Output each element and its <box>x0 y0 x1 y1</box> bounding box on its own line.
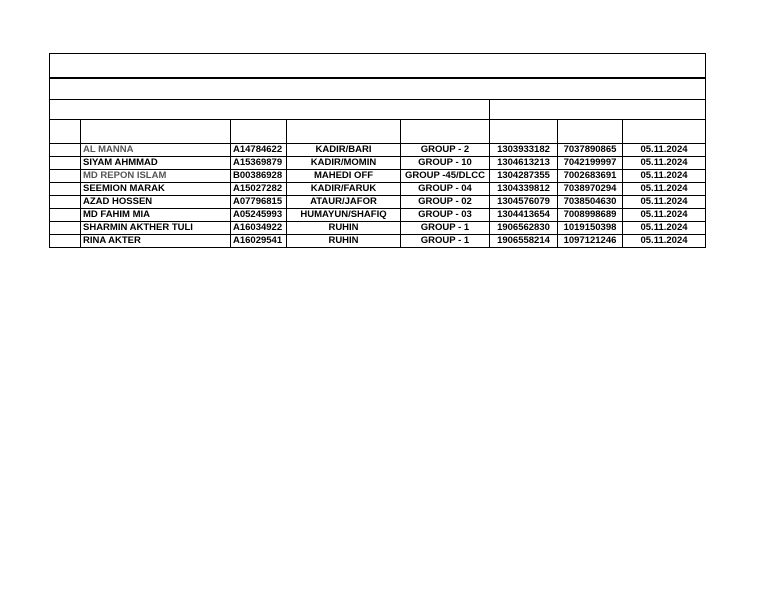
cell-group[interactable]: GROUP -45/DLCC <box>401 170 490 183</box>
table-row <box>50 222 706 235</box>
cell-num2[interactable]: 1019150398 <box>558 222 623 235</box>
cell-date[interactable]: 05.11.2024 <box>623 209 706 222</box>
cell-name[interactable]: MD REPON ISLAM <box>81 170 231 183</box>
column-header-index[interactable] <box>50 120 81 144</box>
header-cell-subtitle[interactable] <box>50 78 706 100</box>
cell-parents[interactable]: RUHIN <box>287 235 401 248</box>
cell-num1[interactable]: 1304613213 <box>490 157 558 170</box>
cell-num2[interactable]: 7038970294 <box>558 183 623 196</box>
cell-parents[interactable]: ATAUR/JAFOR <box>287 196 401 209</box>
cell-num1[interactable]: 1906562830 <box>490 222 558 235</box>
cell-passport[interactable]: B00386928 <box>231 170 287 183</box>
cell-date[interactable]: 05.11.2024 <box>623 144 706 157</box>
cell-index[interactable] <box>50 222 81 235</box>
cell-num1[interactable]: 1303933182 <box>490 144 558 157</box>
column-header-row <box>50 120 706 144</box>
cell-passport[interactable]: A14784622 <box>231 144 287 157</box>
cell-group[interactable]: GROUP - 03 <box>401 209 490 222</box>
cell-date[interactable]: 05.11.2024 <box>623 157 706 170</box>
cell-group[interactable]: GROUP - 1 <box>401 235 490 248</box>
header-row-3 <box>50 100 706 120</box>
column-header-parents[interactable] <box>287 120 401 144</box>
cell-parents[interactable]: KADIR/BARI <box>287 144 401 157</box>
cell-index[interactable] <box>50 157 81 170</box>
cell-num2[interactable]: 7002683691 <box>558 170 623 183</box>
cell-index[interactable] <box>50 144 81 157</box>
cell-parents[interactable]: HUMAYUN/SHAFIQ <box>287 209 401 222</box>
cell-index[interactable] <box>50 183 81 196</box>
header-cell-title[interactable] <box>50 54 706 79</box>
cell-passport[interactable]: A15027282 <box>231 183 287 196</box>
cell-num2[interactable]: 7038504630 <box>558 196 623 209</box>
cell-num1[interactable]: 1906558214 <box>490 235 558 248</box>
table-row <box>50 170 706 183</box>
cell-num2[interactable]: 7037890865 <box>558 144 623 157</box>
table-row <box>50 209 706 222</box>
cell-name[interactable]: MD FAHIM MIA <box>81 209 231 222</box>
cell-passport[interactable]: A15369879 <box>231 157 287 170</box>
cell-group[interactable]: GROUP - 1 <box>401 222 490 235</box>
cell-group[interactable]: GROUP - 10 <box>401 157 490 170</box>
cell-index[interactable] <box>50 209 81 222</box>
cell-index[interactable] <box>50 170 81 183</box>
column-header-passport[interactable] <box>231 120 287 144</box>
table-row <box>50 144 706 157</box>
column-header-group[interactable] <box>401 120 490 144</box>
cell-num1[interactable]: 1304287355 <box>490 170 558 183</box>
cell-num2[interactable]: 1097121246 <box>558 235 623 248</box>
cell-date[interactable]: 05.11.2024 <box>623 222 706 235</box>
cell-num2[interactable]: 7008998689 <box>558 209 623 222</box>
cell-group[interactable]: GROUP - 02 <box>401 196 490 209</box>
cell-num1[interactable]: 1304339812 <box>490 183 558 196</box>
cell-num2[interactable]: 7042199997 <box>558 157 623 170</box>
table-row <box>50 235 706 248</box>
table-row <box>50 196 706 209</box>
column-header-name[interactable] <box>81 120 231 144</box>
cell-passport[interactable]: A16034922 <box>231 222 287 235</box>
cell-date[interactable]: 05.11.2024 <box>623 196 706 209</box>
cell-date[interactable]: 05.11.2024 <box>623 170 706 183</box>
cell-index[interactable] <box>50 235 81 248</box>
cell-passport[interactable]: A05245993 <box>231 209 287 222</box>
table-row <box>50 183 706 196</box>
cell-parents[interactable]: KADIR/MOMIN <box>287 157 401 170</box>
cell-passport[interactable]: A16029541 <box>231 235 287 248</box>
header-cell-left[interactable] <box>50 100 490 120</box>
cell-num1[interactable]: 1304413654 <box>490 209 558 222</box>
cell-parents[interactable]: RUHIN <box>287 222 401 235</box>
cell-group[interactable]: GROUP - 04 <box>401 183 490 196</box>
cell-name[interactable]: AZAD HOSSEN <box>81 196 231 209</box>
table-row <box>50 157 706 170</box>
header-cell-right[interactable] <box>490 100 706 120</box>
cell-name[interactable]: RINA AKTER <box>81 235 231 248</box>
cell-parents[interactable]: MAHEDI OFF <box>287 170 401 183</box>
cell-index[interactable] <box>50 196 81 209</box>
header-row-1 <box>50 54 706 79</box>
cell-name[interactable]: SIYAM AHMMAD <box>81 157 231 170</box>
cell-name[interactable]: SEEMION MARAK <box>81 183 231 196</box>
spreadsheet-table <box>49 53 706 248</box>
cell-name[interactable]: SHARMIN AKTHER TULI <box>81 222 231 235</box>
cell-passport[interactable]: A07796815 <box>231 196 287 209</box>
header-row-2 <box>50 78 706 100</box>
cell-name[interactable]: AL MANNA <box>81 144 231 157</box>
cell-group[interactable]: GROUP - 2 <box>401 144 490 157</box>
cell-num1[interactable]: 1304576079 <box>490 196 558 209</box>
column-header-date[interactable] <box>623 120 706 144</box>
cell-parents[interactable]: KADIR/FARUK <box>287 183 401 196</box>
column-header-num2[interactable] <box>558 120 623 144</box>
cell-date[interactable]: 05.11.2024 <box>623 235 706 248</box>
cell-date[interactable]: 05.11.2024 <box>623 183 706 196</box>
column-header-num1[interactable] <box>490 120 558 144</box>
